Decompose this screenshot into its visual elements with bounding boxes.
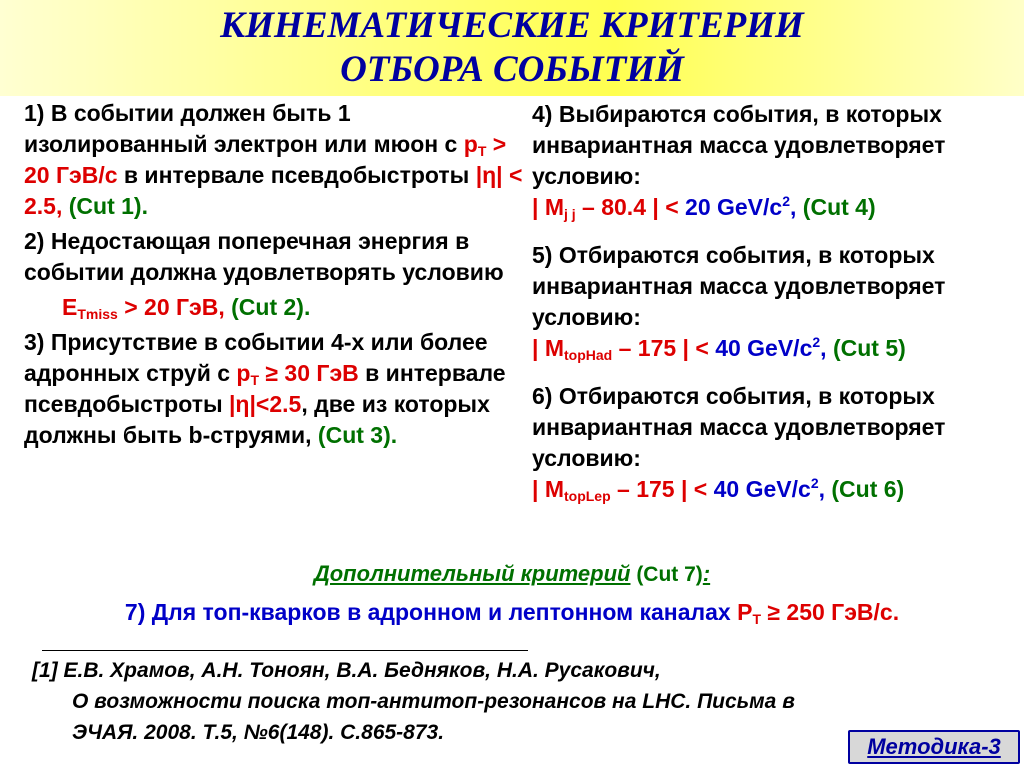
pt-condition: > 20 ГэВ/с (24, 131, 507, 188)
pt-subscript: T (477, 143, 487, 159)
etmiss-condition: > 20 ГэВ, (117, 294, 225, 320)
left-column (24, 98, 524, 455)
reference-line-2: О возможности поиска топ-антитоп-резонансов на LHC. Письма в (72, 690, 795, 713)
criterion-3-text: 3) Присутствие в событии 4-х или более адронных струй с (24, 329, 488, 386)
mass-subscript: j j (563, 206, 576, 222)
eta-condition: |η| < 2.5, (24, 162, 523, 219)
etmiss-symbol: E (62, 294, 78, 320)
additional-criterion-colon: : (702, 561, 711, 586)
cut-5-label: (Cut 5) (826, 335, 906, 361)
mass-value: 40 GeV/c (715, 335, 813, 361)
criterion-1-text: 1) В событии должен быть 1 изолированный электрон или мюон с (24, 100, 464, 157)
pt-symbol: p (236, 360, 251, 386)
slide-title-line1: КИНЕМАТИЧЕСКИЕ КРИТЕРИИ (220, 5, 804, 46)
reference-line-3: ЭЧАЯ. 2008. Т.5, №6(148). С.865-873. (72, 721, 445, 744)
mass-condition: – 175 | < (610, 476, 714, 502)
criterion-4 (532, 99, 1012, 223)
eta-condition: |η|<2.5 (229, 391, 302, 417)
pt-symbol: P (737, 599, 753, 625)
mass-power: 2 (810, 475, 819, 491)
additional-criterion-title: Дополнительный критерий (313, 561, 631, 586)
pt-condition: ≥ 250 ГэВ/с. (761, 599, 900, 625)
pt-subscript: T (752, 611, 761, 627)
mass-power: 2 (812, 334, 821, 350)
pt-symbol: p (463, 131, 478, 157)
etmiss-subscript: Tmiss (77, 306, 118, 322)
criterion-2-text: 2) Недостающая поперечная энергия в событии должна удовлетворять условию (24, 228, 504, 285)
criterion-6 (532, 381, 1012, 505)
mass-symbol: | M (532, 335, 564, 361)
criterion-1 (24, 98, 524, 222)
mass-symbol: | M (532, 476, 564, 502)
methodology-link-button[interactable]: Методика-3 (848, 730, 1020, 764)
right-column (532, 99, 1012, 522)
mass-symbol: | M (532, 194, 564, 220)
slide-title (0, 4, 1024, 92)
criterion-5 (532, 240, 1012, 364)
mass-subscript: topHad (563, 347, 613, 363)
cut-1-label: (Cut 1). (62, 193, 148, 219)
criterion-3-text-b: в интервале псевдобыстроты (24, 360, 506, 417)
criterion-5-text: 5) Отбираются события, в которых инвариантная масса удовлетворяет условию: (532, 242, 946, 330)
mass-value: 20 GeV/c (685, 194, 783, 220)
cut-4-label: (Cut 4) (796, 194, 876, 220)
mass-comma: , (820, 335, 827, 361)
slide-title-line2: ОТБОРА СОБЫТИЙ (340, 49, 684, 90)
cut-3-label: (Cut 3). (317, 422, 398, 448)
criterion-3 (24, 327, 524, 451)
criterion-3-text-c: , две из которых должны быть b-струями, (24, 391, 490, 448)
criterion-2-condition (24, 292, 524, 323)
criterion-7-text: 7) Для топ-кварков в адронном и лептонном каналах (124, 599, 738, 625)
criterion-1-text-b: в интервале псевдобыстроты (117, 162, 476, 188)
mass-comma: , (790, 194, 797, 220)
criterion-7 (0, 597, 1024, 627)
mass-value: 40 GeV/c (713, 476, 811, 502)
cut-7-label: (Cut 7) (630, 563, 703, 586)
mass-condition: – 175 | < (612, 335, 716, 361)
reference-line-1: [1] Е.В. Храмов, А.Н. Тоноян, В.А. Бедняков, Н.А. Русакович, (32, 659, 661, 682)
mass-subscript: topLep (563, 488, 611, 504)
pt-condition: ≥ 30 ГэВ (259, 360, 359, 386)
mass-condition: – 80.4 | < (575, 194, 686, 220)
cut-6-label: (Cut 6) (825, 476, 905, 502)
criterion-4-text: 4) Выбираются события, в которых инвариантная масса удовлетворяет условию: (532, 101, 946, 189)
reference-divider (42, 650, 528, 651)
additional-criterion-heading (0, 560, 1024, 589)
pt-subscript: T (250, 372, 260, 388)
criterion-2 (24, 226, 524, 288)
criterion-6-text: 6) Отбираются события, в которых инвариантная масса удовлетворяет условию: (532, 383, 946, 471)
mass-comma: , (818, 476, 825, 502)
cut-2-label: (Cut 2). (224, 294, 311, 320)
mass-power: 2 (782, 193, 791, 209)
